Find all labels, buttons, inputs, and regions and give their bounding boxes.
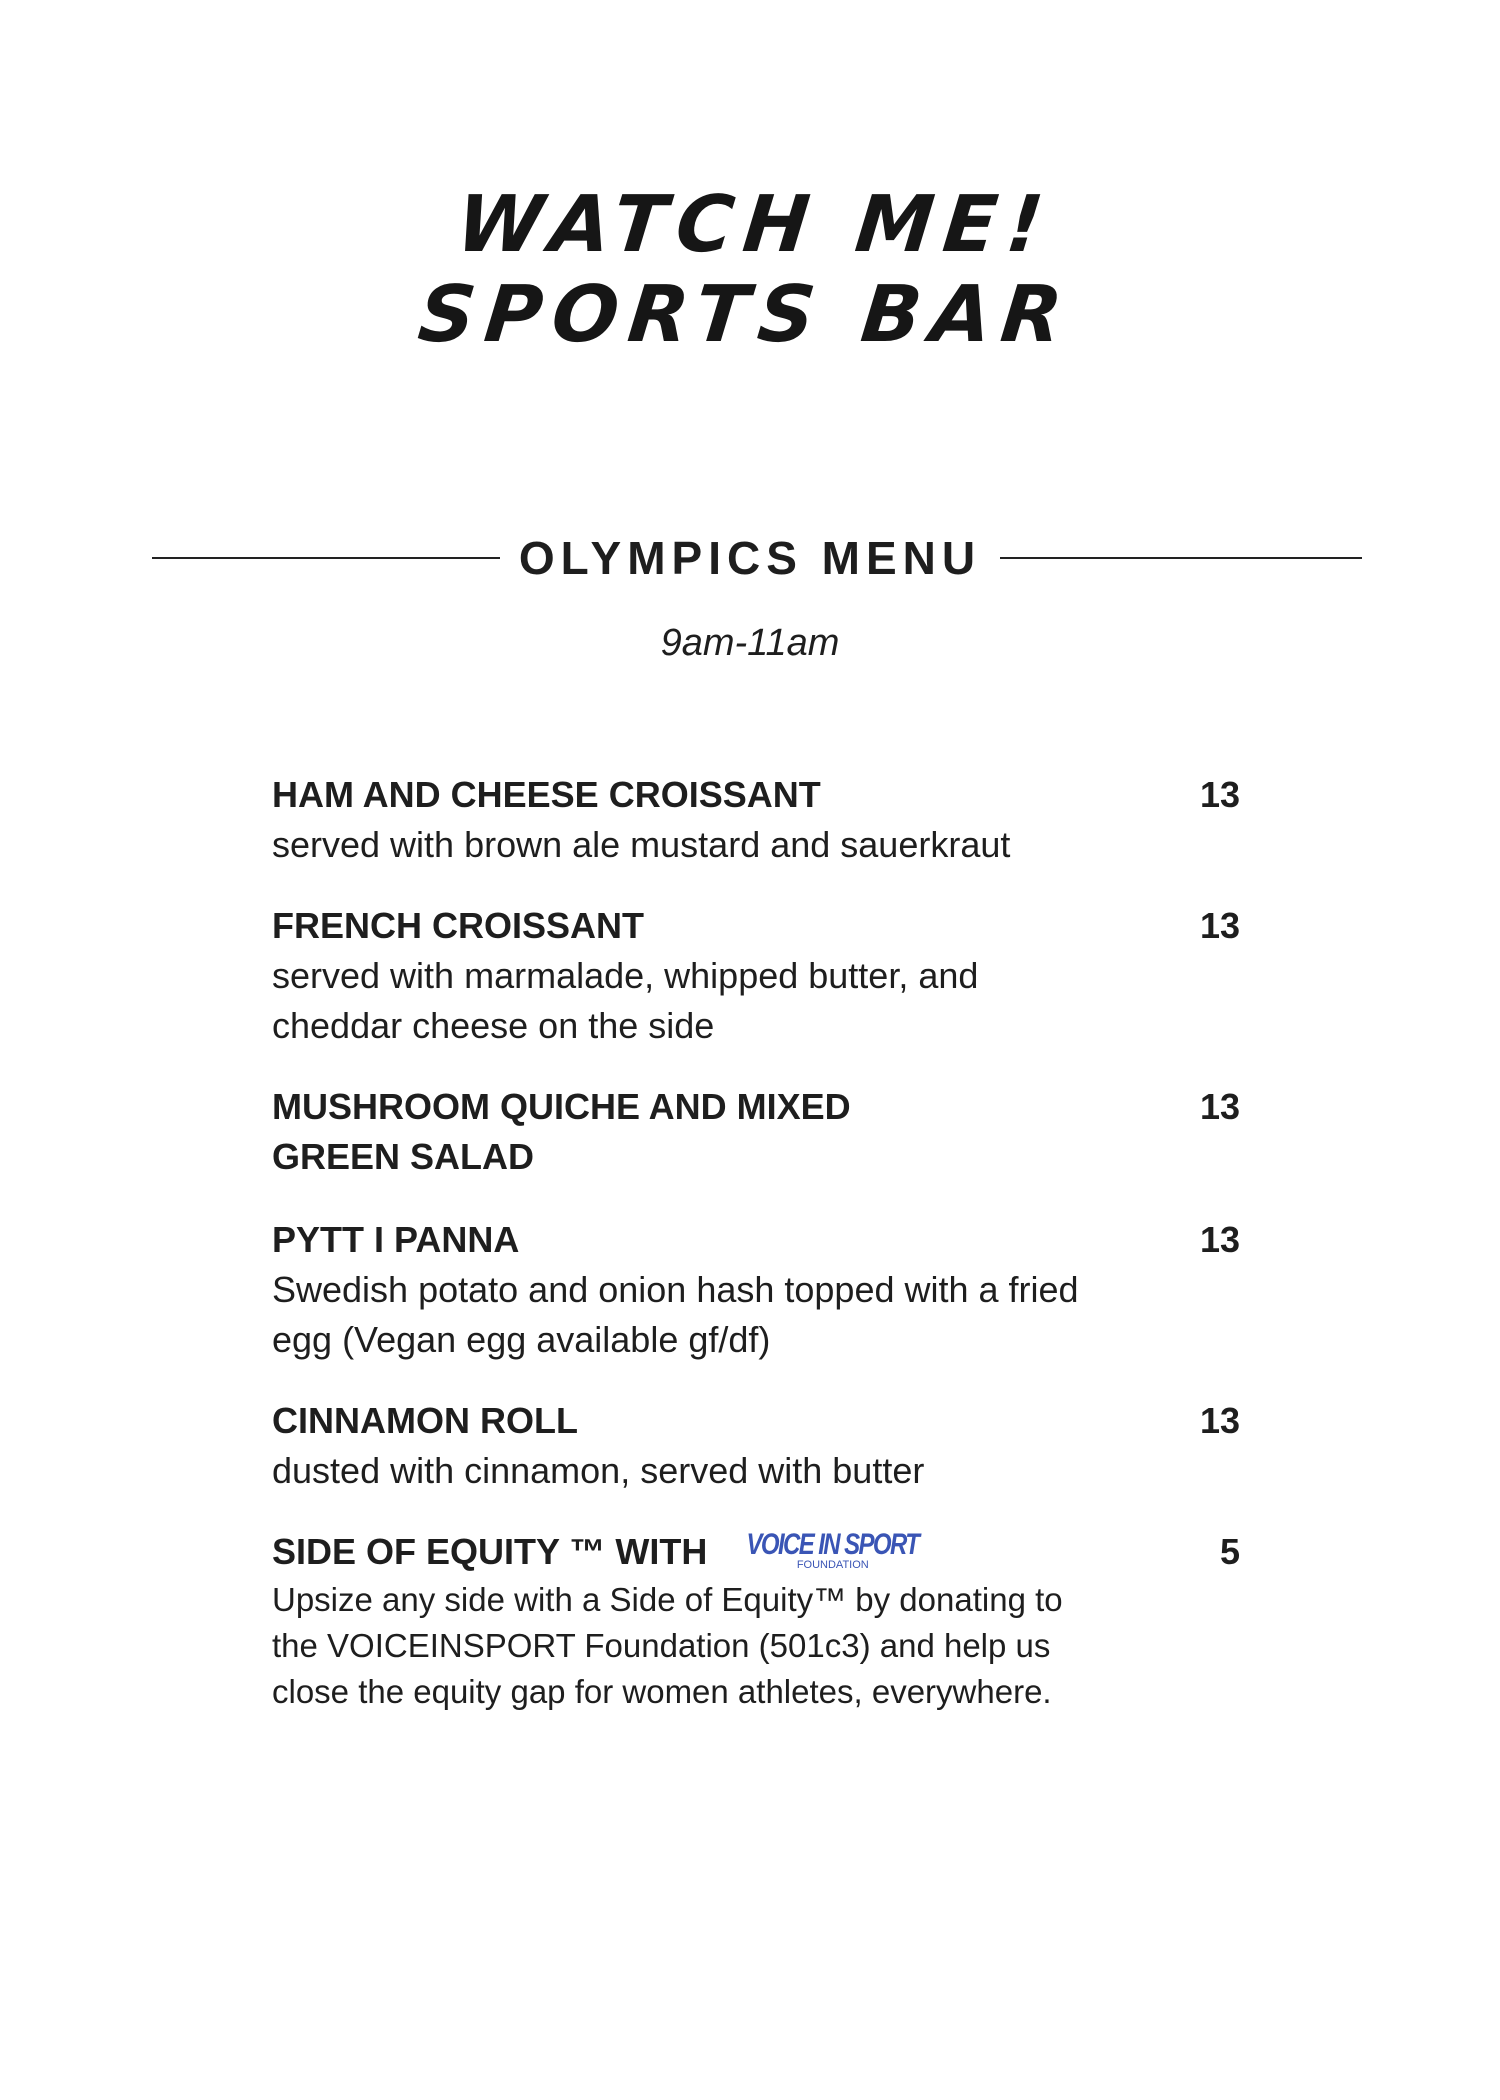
title-line-2: SPORTS BAR (414, 270, 1077, 360)
menu-item (272, 1082, 1240, 1182)
menu-item (272, 1396, 1240, 1496)
item-name: FRENCH CROISSANT (272, 905, 645, 946)
bar-title (0, 180, 1500, 360)
menu-item (272, 770, 1240, 870)
menu-item (272, 1527, 1240, 1715)
menu-item (272, 901, 1240, 1051)
title-line-1: WATCH ME! (452, 180, 1058, 270)
item-name: MUSHROOM QUICHE AND MIXED GREEN SALAD (272, 1086, 851, 1177)
item-price: 13 (1199, 774, 1240, 815)
item-description: Swedish potato and onion hash topped with a fried egg (Vegan egg available gf/df) (272, 1269, 1079, 1360)
item-name: PYTT I PANNA (272, 1219, 520, 1260)
item-price: 5 (1219, 1531, 1240, 1572)
item-price: 13 (1199, 1400, 1240, 1441)
menu-heading: OLYMPICS MENU (518, 532, 982, 584)
item-name: CINNAMON ROLL (272, 1400, 578, 1441)
item-price: 13 (1199, 1219, 1240, 1260)
item-name: SIDE OF EQUITY ™ WITH (272, 1531, 708, 1572)
item-description: dusted with cinnamon, served with butter (272, 1450, 925, 1491)
item-name: HAM AND CHEESE CROISSANT (272, 774, 821, 815)
item-description: served with marmalade, whipped butter, and cheddar cheese on the side (272, 955, 979, 1046)
voice-in-sport-logo: VOICE IN SPORT FOUNDATION (746, 1527, 919, 1571)
menu-hours: 9am-11am (660, 622, 840, 664)
menu-item (272, 1215, 1240, 1365)
item-price: 13 (1199, 905, 1240, 946)
item-description: served with brown ale mustard and sauerkraut (272, 824, 1011, 865)
item-price: 13 (1199, 1086, 1240, 1127)
item-description: Upsize any side with a Side of Equity™ by donating to the VOICEINSPORT Foundation (501c3) and help us close the equity gap for women athletes, everywhere. (272, 1581, 1063, 1710)
